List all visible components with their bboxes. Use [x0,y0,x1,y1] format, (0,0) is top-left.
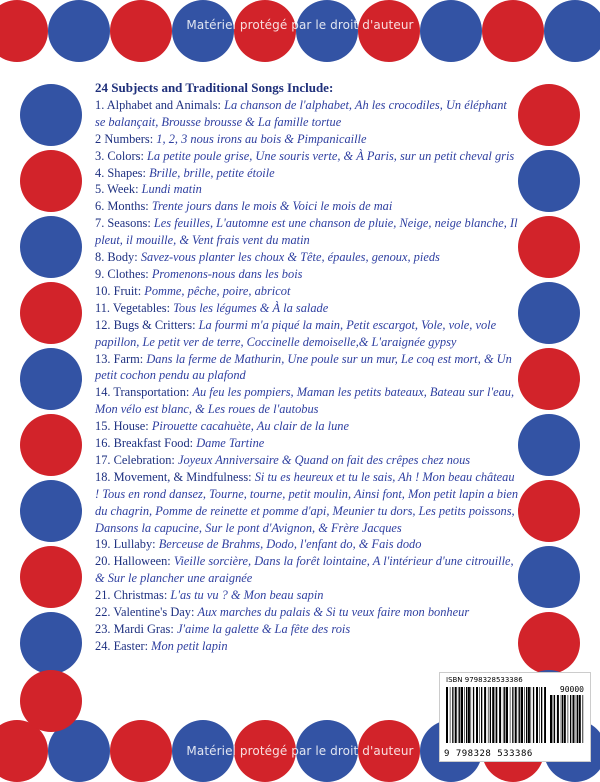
songs-text: L'as tu vu ? & Mon beau sapin [170,588,323,602]
list-item [95,181,519,198]
decorative-dot [518,414,580,476]
subject-label: Easter: [114,639,148,653]
subject-list [95,97,519,655]
subject-label: Valentine's Day: [113,605,194,619]
item-number: 12. [95,318,111,332]
decorative-dot [518,216,580,278]
item-number: 16. [95,436,111,450]
decorative-dot [518,480,580,542]
subject-label: Bugs & Critters: [114,318,196,332]
list-item [95,300,519,317]
songs-text: Les feuilles, L'automne est une chanson de pluie, Neige, neige blanche, Il pleut, il mouille, & Vent frais vent du matin [95,216,518,247]
list-item [95,536,519,553]
barcode-number: 9 798328 533386 [444,749,533,759]
subject-label: Vegetables: [113,301,170,315]
songs-text: Lundi matin [142,182,202,196]
list-item [95,587,519,604]
songs-text: La fourmi m'a piqué la main, Petit escargot, Vole, vole, vole papillon, Le petit ver de terre, Coccinelle demoiselle,& L'araignée gypsy [95,318,496,349]
decorative-dot [20,84,82,146]
item-number: 21. [95,588,111,602]
list-item [95,351,519,385]
decorative-dot [20,670,82,732]
list-item [95,469,519,537]
item-number: 3. [95,149,104,163]
item-number: 11. [95,301,110,315]
songs-text: Savez-vous planter les choux & Tête, épaules, genoux, pieds [141,250,440,264]
list-item [95,198,519,215]
item-number: 2 [95,132,101,146]
decorative-dot [20,414,82,476]
list-item [95,418,519,435]
item-number: 7. [95,216,104,230]
subject-label: Numbers: [104,132,153,146]
subject-label: Body: [107,250,137,264]
subject-label: Clothes: [107,267,148,281]
subject-label: Farm: [114,352,144,366]
songs-text: Joyeux Anniversaire & Quand on fait des crêpes chez nous [178,453,470,467]
songs-text: Dame Tartine [196,436,264,450]
price-code: 90000 [560,685,584,694]
decorative-dot [20,150,82,212]
songs-text: Vieille sorcière, Dans la forêt lointaine, A l'intérieur d'une citrouille, & Sur le plancher une araignée [95,554,514,585]
subject-label: Fruit: [114,284,142,298]
list-item [95,131,519,148]
subject-label: Seasons: [107,216,150,230]
decorative-dot [20,348,82,410]
item-number: 5. [95,182,104,196]
decorative-dot [518,612,580,674]
list-item [95,553,519,587]
subject-label: Colors: [107,149,144,163]
decorative-dot [20,480,82,542]
subject-label: House: [114,419,149,433]
songs-text: Berceuse de Brahms, Dodo, l'enfant do, & Fais dodo [159,537,422,551]
decorative-dot [20,546,82,608]
barcode-block [439,672,591,762]
list-item [95,604,519,621]
songs-text: Brille, brille, petite étoile [149,166,275,180]
song-list [95,80,519,655]
songs-text: La petite poule grise, Une souris verte, & À Paris, sur un petit cheval gris [147,149,514,163]
subject-label: Week: [107,182,138,196]
decorative-dot [518,150,580,212]
subject-label: Alphabet and Animals: [107,98,221,112]
item-number: 23. [95,622,111,636]
item-number: 14. [95,385,111,399]
decorative-dot [518,546,580,608]
decorative-dot [20,612,82,674]
list-item [95,638,519,655]
songs-text: J'aime la galette & La fête des rois [177,622,350,636]
item-number: 9. [95,267,104,281]
decorative-dot [20,216,82,278]
subject-label: Lullaby: [114,537,156,551]
list-item [95,452,519,469]
songs-text: Promenons-nous dans les bois [152,267,303,281]
subject-label: Mardi Gras: [114,622,174,636]
watermark-top: Matériel protégé par le droit d'auteur [0,18,600,32]
list-heading: 24 Subjects and Traditional Songs Include: [95,80,519,97]
songs-text: Tous les légumes & À la salade [173,301,328,315]
item-number: 8. [95,250,104,264]
decorative-dot [518,84,580,146]
songs-text: Dans la ferme de Mathurin, Une poule sur un mur, Le coq est mort, & Un petit cochon pendu au plafond [95,352,512,383]
list-item [95,283,519,300]
price-barcode-icon [550,695,584,743]
songs-text: Pomme, pêche, poire, abricot [144,284,290,298]
subject-label: Shapes: [107,166,146,180]
list-item [95,97,519,131]
item-number: 13. [95,352,111,366]
list-item [95,317,519,351]
songs-text: Au feu les pompiers, Maman les petits bateaux, Bateau sur l'eau, Mon vélo est blanc, & Les roues de l'autobus [95,385,514,416]
subject-label: Celebration: [114,453,175,467]
item-number: 17. [95,453,111,467]
item-number: 18. [95,470,111,484]
subject-label: Movement, & Mindfulness: [114,470,252,484]
subject-label: Christmas: [114,588,168,602]
item-number: 24. [95,639,111,653]
list-item [95,621,519,638]
item-number: 19. [95,537,111,551]
songs-text: Pirouette cacahuète, Au clair de la lune [152,419,349,433]
list-item [95,384,519,418]
subject-label: Breakfast Food: [114,436,194,450]
list-item [95,435,519,452]
songs-text: Trente jours dans le mois & Voici le mois de mai [152,199,392,213]
songs-text: Mon petit lapin [151,639,227,653]
subject-label: Transportation: [113,385,189,399]
decorative-dot [518,282,580,344]
subject-label: Months: [107,199,148,213]
songs-text: La chanson de l'alphabet, Ah les crocodiles, Un éléphant se balançait, Brousse brousse & La famille tortue [95,98,507,129]
item-number: 4. [95,166,104,180]
item-number: 20. [95,554,111,568]
isbn-label: ISBN 9798328533386 [446,676,523,684]
barcode-icon [446,687,546,743]
decorative-dot [518,348,580,410]
item-number: 6. [95,199,104,213]
item-number: 15. [95,419,111,433]
list-item [95,215,519,249]
list-item [95,249,519,266]
songs-text: Si tu es heureux et tu le sais, Ah ! Mon beau château ! Tous en rond dansez, Tourne, tourne, petit moulin, Ainsi font, Mon petit lapin a bien du chagrin, Pomme de reinette et pomme d'api, Meunier tu dors, Les petits poissons, Dansons la capucine, Sur le pont d'Avignon, & Frère Jacques [95,470,518,535]
list-item [95,165,519,182]
songs-text: Aux marches du palais & Si tu veux faire mon bonheur [198,605,470,619]
item-number: 10. [95,284,111,298]
list-item [95,266,519,283]
subject-label: Halloween: [114,554,171,568]
item-number: 1. [95,98,104,112]
songs-text: 1, 2, 3 nous irons au bois & Pimpanicaille [156,132,366,146]
list-item [95,148,519,165]
item-number: 22. [95,605,111,619]
decorative-dot [20,282,82,344]
watermark-bottom: Matériel protégé par le droit d'auteur [0,744,600,758]
